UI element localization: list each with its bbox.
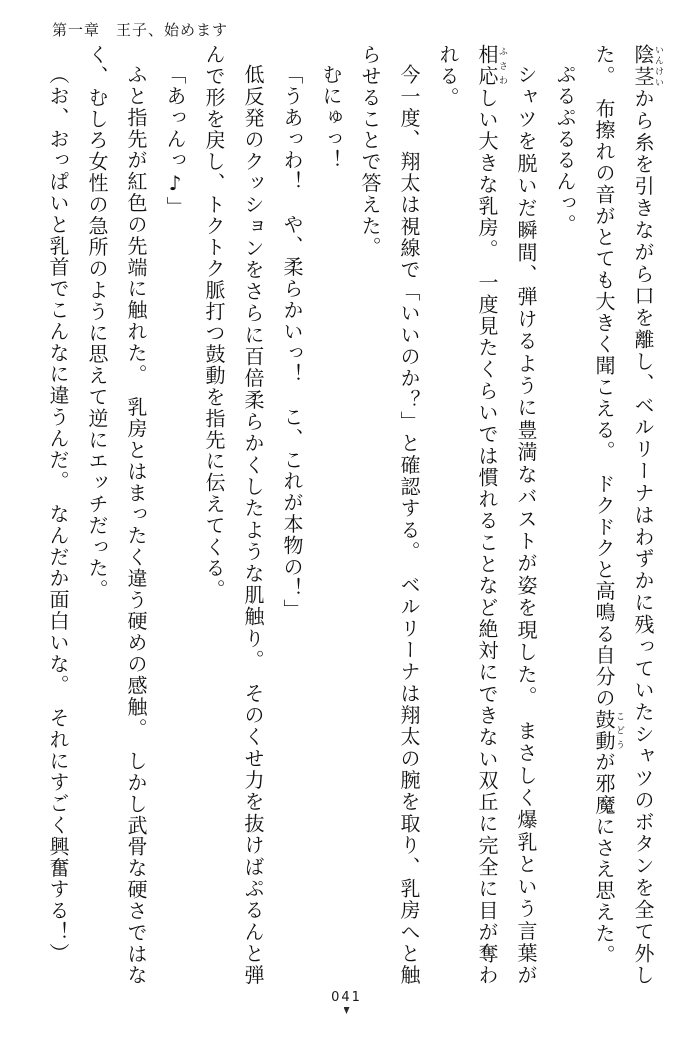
ruby-fusawa: 相応ふさわ: [475, 44, 507, 88]
page-body: [30, 44, 663, 986]
paragraph: ぷるぷるるんっ。: [553, 64, 577, 236]
paragraph: 陰茎いんけいから糸を引きながら口を離し、ベルリーナはわずかに残っていたシャツのボタンを全て外した。 布擦れの音がとても大きく聞こえる。 ドクドクと高鳴る自分の鼓動こどうが邪魔にさえ思えた。: [592, 44, 663, 986]
page-footer: [30, 986, 663, 1030]
chapter-title: 第一章 王子、始めます: [52, 20, 229, 39]
page-marker-icon: [344, 1007, 350, 1014]
paragraph: ふと指先が紅色の先端に触れた。 乳房とはまったく違う硬めの感触。 しかし武骨な硬さではなく、むしろ女性の急所のように思えて逆にエッチだった。: [85, 44, 148, 986]
paragraph: 今一度、翔太は視線で「いいのか？」と確認する。 ベルリーナは翔太の腕を取り、乳房へと触らせることで答えた。: [358, 44, 421, 986]
paragraph: 「あっんっ♪」: [163, 64, 187, 218]
paragraph: シャツを脱いだ瞬間、弾けるように豊満なバストが姿を現した。 まさしく爆乳という言葉が相応ふさわしい大きな乳房。 一度見たくらいでは慣れることなど絶対にできない双丘に完全に目が奪われる。: [436, 44, 538, 986]
ruby-kodou: 鼓動こどう: [592, 708, 624, 752]
paragraph: むにゅっ！: [319, 64, 343, 171]
page-header: [30, 14, 663, 44]
page-number: 041: [331, 990, 362, 1005]
paragraph: （お、おっぱいと乳首でこんなに違うんだ。 なんだか面白いな。 それにすごく興奮する！）: [46, 64, 70, 965]
paragraph: 低反発のクッションをさらに百倍柔らかくしたような肌触り。 そのくせ力を抜けばぷるんと弾んで形を戻し、トクトク脈打つ鼓動を指先に伝えてくる。: [202, 44, 265, 986]
ruby-inkei: 陰茎いんけい: [631, 44, 663, 88]
paragraph: 「うあっわ！ や、柔らかいっ！ こ、これが本物の！」: [280, 64, 304, 621]
vertical-text-block: [30, 44, 663, 986]
